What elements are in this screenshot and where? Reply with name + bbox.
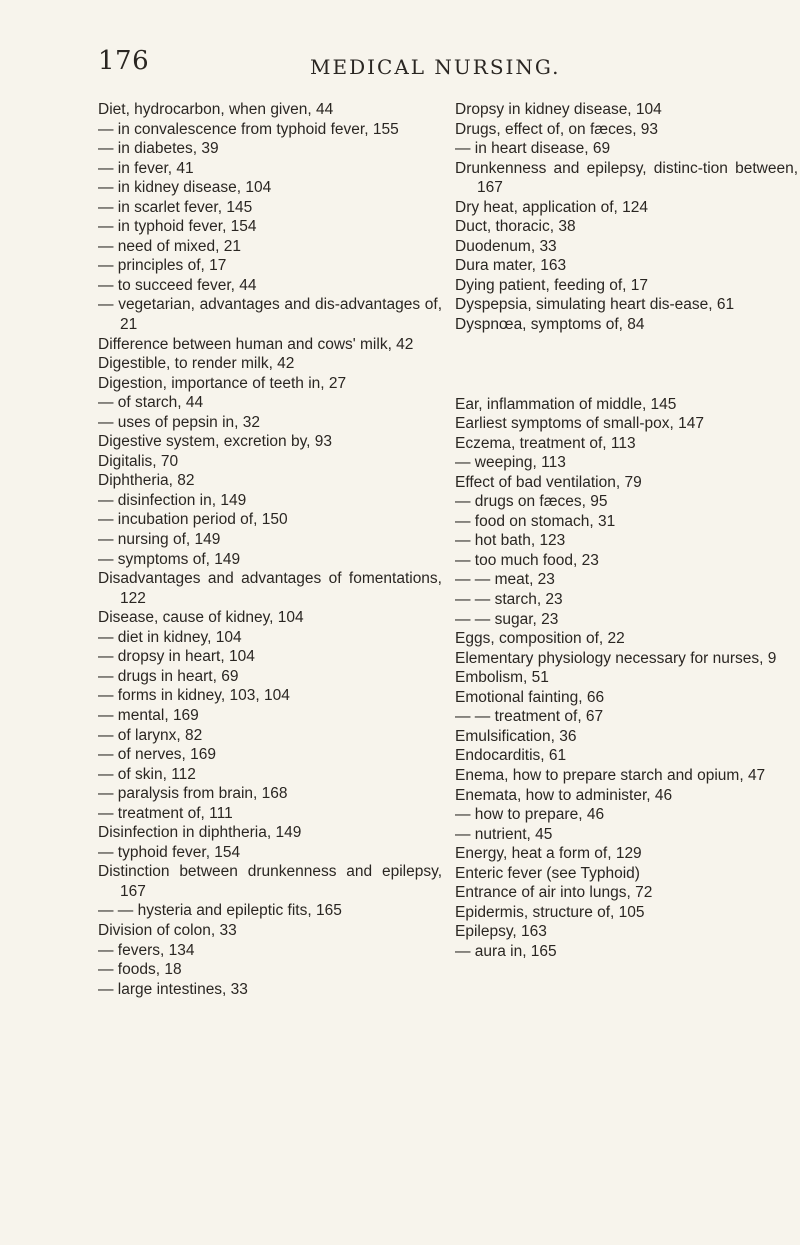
index-entry: — treatment of, 111 (98, 804, 233, 822)
index-entry: — — sugar, 23 (455, 610, 559, 628)
index-entry: Drunkenness and epilepsy, distinc-tion between, 167 (455, 159, 798, 197)
index-entry: — in kidney disease, 104 (98, 179, 272, 197)
index-entry: — of starch, 44 (98, 394, 204, 412)
index-entry: Disinfection in diphtheria, 149 (98, 824, 302, 842)
index-entry: Diphtheria, 82 (98, 472, 195, 490)
index-entry: — disinfection in, 149 (98, 491, 247, 509)
index-entry: — forms in kidney, 103, 104 (98, 687, 290, 705)
index-entry: — incubation period of, 150 (98, 511, 288, 529)
index-entry: Enema, how to prepare starch and opium, 47 (455, 766, 766, 784)
index-entry: Duct, thoracic, 38 (455, 218, 576, 236)
index-entry: Effect of bad ventilation, 79 (455, 473, 642, 491)
index-entry: Enemata, how to administer, 46 (455, 786, 673, 804)
running-title: MEDICAL NURSING. (310, 55, 561, 79)
index-entry: — diet in kidney, 104 (98, 628, 242, 646)
index-entry: — weeping, 113 (455, 454, 566, 472)
index-entry: — of larynx, 82 (98, 726, 203, 744)
index-entry: — of nerves, 169 (98, 746, 217, 764)
index-entry: — drugs on fæces, 95 (455, 493, 608, 511)
index-entry: — in convalescence from typhoid fever, 155 (98, 120, 399, 138)
index-entry: Digitalis, 70 (98, 452, 179, 470)
index-entry: — — starch, 23 (455, 591, 563, 609)
index-entry: Epidermis, structure of, 105 (455, 903, 645, 921)
index-entry: — too much food, 23 (455, 551, 599, 569)
index-entry: Earliest symptoms of small-pox, 147 (455, 415, 704, 433)
index-entry: — principles of, 17 (98, 257, 227, 275)
index-entry: — symptoms of, 149 (98, 550, 241, 568)
page-number: 176 (98, 46, 150, 76)
index-entry: Distinction between drunkenness and epilepsy, 167 (98, 863, 442, 900)
index-entry: Disease, cause of kidney, 104 (98, 609, 304, 627)
index-entry: — nutrient, 45 (455, 825, 553, 843)
index-entry: Digestion, importance of teeth in, 27 (98, 374, 347, 392)
index-entry: Entrance of air into lungs, 72 (455, 884, 653, 902)
index-entry: — hot bath, 123 (455, 532, 566, 550)
index-entry: Division of colon, 33 (98, 921, 237, 939)
index-entry: Energy, heat a form of, 129 (455, 845, 642, 863)
index-section-d (455, 100, 798, 335)
index-entry: — drugs in heart, 69 (98, 667, 239, 685)
index-entry: — — meat, 23 (455, 571, 555, 589)
index-entry: Enteric fever (see Typhoid) (455, 864, 640, 882)
index-entry: Emulsification, 36 (455, 727, 577, 745)
index-entry: — uses of pepsin in, 32 (98, 413, 260, 431)
index-column-right (455, 100, 798, 961)
index-entry: — large intestines, 33 (98, 980, 248, 998)
index-entry: Disadvantages and advantages of fomentations, 122 (98, 570, 442, 607)
index-entry: Dry heat, application of, 124 (455, 198, 649, 216)
index-entry: Drugs, effect of, on fæces, 93 (455, 120, 659, 138)
index-entry: Emotional fainting, 66 (455, 688, 605, 706)
index-entry: — vegetarian, advantages and dis-advantages of, 21 (98, 296, 442, 334)
index-entry: — in scarlet fever, 145 (98, 198, 253, 216)
index-entry: Digestive system, excretion by, 93 (98, 433, 333, 451)
index-entry: — aura in, 165 (455, 942, 557, 960)
index-entry: — how to prepare, 46 (455, 806, 605, 824)
index-entry: — paralysis from brain, 168 (98, 785, 288, 803)
index-entry: — — treatment of, 67 (455, 708, 604, 726)
index-entry: Epilepsy, 163 (455, 923, 547, 941)
index-entry: — in heart disease, 69 (455, 140, 611, 158)
index-entry: — nursing of, 149 (98, 531, 221, 549)
index-entry: Ear, inflammation of middle, 145 (455, 395, 677, 413)
index-entry: Elementary physiology necessary for nurses, 9 (455, 649, 777, 667)
index-entry: — dropsy in heart, 104 (98, 648, 255, 666)
index-entry: — to succeed fever, 44 (98, 276, 257, 294)
index-entry: Endocarditis, 61 (455, 747, 567, 765)
index-entry: Embolism, 51 (455, 669, 549, 687)
index-entry: — foods, 18 (98, 961, 182, 979)
index-entry: — in diabetes, 39 (98, 140, 219, 158)
index-entry: — food on stomach, 31 (455, 512, 616, 530)
index-entry: Dropsy in kidney disease, 104 (455, 101, 662, 118)
index-entry: — need of mixed, 21 (98, 237, 242, 255)
index-entry: — typhoid fever, 154 (98, 843, 241, 861)
index-entry: — mental, 169 (98, 706, 199, 724)
index-entry: Dyspnœa, symptoms of, 84 (455, 316, 645, 334)
index-entry: Dyspepsia, simulating heart dis-ease, 61 (455, 296, 735, 314)
index-entry: Dying patient, feeding of, 17 (455, 276, 649, 294)
index-entry: — of skin, 112 (98, 765, 196, 783)
index-entry: — in typhoid fever, 154 (98, 218, 257, 236)
index-entry: — fevers, 134 (98, 941, 195, 959)
index-entry: — in fever, 41 (98, 159, 194, 177)
index-entry: Duodenum, 33 (455, 237, 557, 255)
index-entry: Dura mater, 163 (455, 257, 567, 275)
index-entry: Eggs, composition of, 22 (455, 630, 625, 648)
index-entry: Diet, hydrocarbon, when given, 44 (98, 101, 334, 118)
index-section-e (455, 395, 798, 962)
section-spacer (455, 335, 798, 395)
index-entry: Digestible, to render milk, 42 (98, 355, 295, 373)
index-entry: Eczema, treatment of, 113 (455, 434, 636, 452)
index-column-left (98, 100, 442, 999)
index-entry: — — hysteria and epileptic fits, 165 (98, 902, 342, 920)
index-entry: Difference between human and cows' milk, 42 (98, 335, 414, 353)
